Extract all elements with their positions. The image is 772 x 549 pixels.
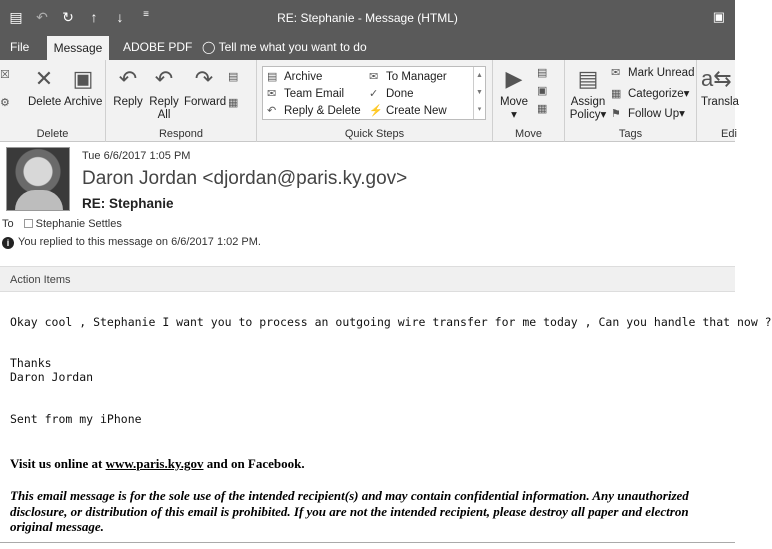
action-items-bar[interactable] xyxy=(0,266,735,292)
reply-icon: ↶ xyxy=(118,66,138,91)
more-respond-icon[interactable]: ▦ xyxy=(228,97,239,109)
editing-group-label: Edi xyxy=(721,128,737,140)
tab-message[interactable]: Message xyxy=(47,36,109,60)
follow-up-button[interactable]: ⚑ Follow Up▾ xyxy=(611,108,685,120)
delete-x-icon: ✕ xyxy=(34,66,54,91)
message-sender[interactable]: Daron Jordan <djordan@paris.ky.gov> xyxy=(82,168,408,189)
move-button[interactable]: ▶ Move ▾ xyxy=(497,66,531,122)
undo-icon[interactable]: ↶ xyxy=(36,9,48,25)
archive-button[interactable]: ▣ Archive xyxy=(64,66,103,108)
delete-group-label: Delete xyxy=(36,128,69,140)
meeting-icon[interactable]: ▤ xyxy=(228,71,239,83)
to-row xyxy=(2,218,122,230)
respond-group-label: Respond xyxy=(158,128,204,140)
quick-step-reply-delete[interactable]: ↶ Reply & Delete xyxy=(267,105,361,117)
editing-group xyxy=(697,60,739,142)
delete-button[interactable]: ✕ Delete xyxy=(28,66,62,108)
ribbon-display-options-icon[interactable]: ▣ xyxy=(712,9,725,24)
ignore-icon[interactable]: ☒ xyxy=(0,69,10,81)
to-label: To xyxy=(2,218,14,230)
message-subject: RE: Stephanie xyxy=(82,196,174,211)
respond-group xyxy=(106,60,257,142)
translate-button[interactable]: a⇆ Transla xyxy=(701,66,741,109)
tab-file[interactable]: File xyxy=(10,40,30,54)
website-link[interactable]: www.paris.ky.gov xyxy=(105,456,204,471)
quick-steps-gallery xyxy=(262,66,486,120)
body-visit-line: Visit us online at www.paris.ky.gov and on Facebook. xyxy=(10,456,305,471)
info-bar[interactable] xyxy=(2,236,261,249)
ribbon xyxy=(0,60,739,142)
junk-icon[interactable]: ⚙ xyxy=(0,97,10,109)
delete-group xyxy=(0,60,106,142)
assign-policy-button[interactable]: ▤ Assign Policy▾ xyxy=(569,66,607,121)
disclaimer-line-1: This email message is for the sole use of the intended recipient(s) and may contain confidential information. Any unauthorized xyxy=(10,488,689,503)
reply-all-button[interactable]: ↶ Reply All xyxy=(149,66,179,121)
info-icon: i xyxy=(2,237,14,249)
reply-button[interactable]: ↶ Reply xyxy=(113,66,143,108)
body-line-request: Okay cool , Stephanie I want you to process an outgoing wire transfer for me today , Can you handle that now ? xyxy=(10,315,772,329)
window-title: RE: Stephanie - Message (HTML) xyxy=(277,11,458,25)
tell-me-search[interactable] xyxy=(202,40,367,54)
mark-unread-button[interactable]: ✉ Mark Unread xyxy=(611,67,695,79)
customize-qat-icon[interactable]: ≡ xyxy=(143,9,149,20)
onenote-icon[interactable]: ▣ xyxy=(537,85,548,97)
recipient-presence-icon xyxy=(24,219,33,228)
body-signature-name: Daron Jordan xyxy=(10,370,94,384)
body-sent-from: Sent from my iPhone xyxy=(10,412,142,426)
save-icon[interactable]: ▤ xyxy=(9,9,23,25)
envelope-icon: ✉ xyxy=(611,67,621,79)
quick-steps-scrollbar[interactable]: ▲ ▼ ▾ xyxy=(473,67,485,119)
tell-me-label: Tell me what you want to do xyxy=(218,40,367,54)
quick-step-to-manager[interactable]: ✉ To Manager xyxy=(369,71,447,83)
up-arrow-icon[interactable]: ↑ xyxy=(90,9,98,25)
quick-step-archive[interactable]: ▤ Archive xyxy=(267,71,323,83)
categorize-icon: ▦ xyxy=(611,88,622,100)
tab-adobe-pdf[interactable]: ADOBE PDF xyxy=(123,40,193,54)
move-group-label: Move xyxy=(515,128,542,140)
action-items-label: Action Items xyxy=(10,274,71,286)
recipient-name[interactable]: Stephanie Settles xyxy=(35,218,122,230)
move-folder-icon: ▶ xyxy=(505,66,523,91)
disclaimer-line-3: original message. xyxy=(10,519,104,534)
archive-icon: ▣ xyxy=(72,66,94,91)
redo-icon[interactable]: ↻ xyxy=(62,9,74,25)
quick-step-team-email[interactable]: ✉ Team Email xyxy=(267,88,345,100)
quick-step-done[interactable]: ✓ Done xyxy=(369,88,414,100)
actions-icon[interactable]: ▦ xyxy=(537,103,548,115)
window-bottom-edge xyxy=(0,542,735,549)
message-date: Tue 6/6/2017 1:05 PM xyxy=(82,150,191,162)
info-text: You replied to this message on 6/6/2017 1:02 PM. xyxy=(18,236,261,248)
rules-icon[interactable]: ▤ xyxy=(537,67,548,79)
tags-group xyxy=(565,60,697,142)
move-group xyxy=(493,60,565,142)
policy-icon: ▤ xyxy=(577,66,599,91)
down-arrow-icon[interactable]: ↓ xyxy=(116,9,124,25)
translate-icon: a⇆ xyxy=(701,66,732,91)
quick-step-create-new[interactable]: ⚡ Create New xyxy=(369,105,447,117)
title-bar xyxy=(0,0,735,36)
categorize-button[interactable]: ▦ Categorize▾ xyxy=(611,88,690,100)
forward-button[interactable]: ↷ Forward xyxy=(184,66,227,108)
sender-avatar xyxy=(6,147,70,211)
flag-icon: ⚑ xyxy=(611,108,621,120)
quick-steps-label: Quick Steps xyxy=(344,128,405,140)
lightbulb-icon: ◯ xyxy=(202,40,216,54)
disclaimer-line-2: disclosure, or distribution of this email is prohibited. If you are not the intended recipient, please destroy all paper and electron xyxy=(10,504,689,519)
forward-icon: ↷ xyxy=(194,66,214,91)
ribbon-tabs xyxy=(0,36,735,60)
tags-group-label: Tags xyxy=(618,128,643,140)
body-thanks: Thanks xyxy=(10,356,52,370)
reply-all-icon: ↶ xyxy=(154,66,174,91)
